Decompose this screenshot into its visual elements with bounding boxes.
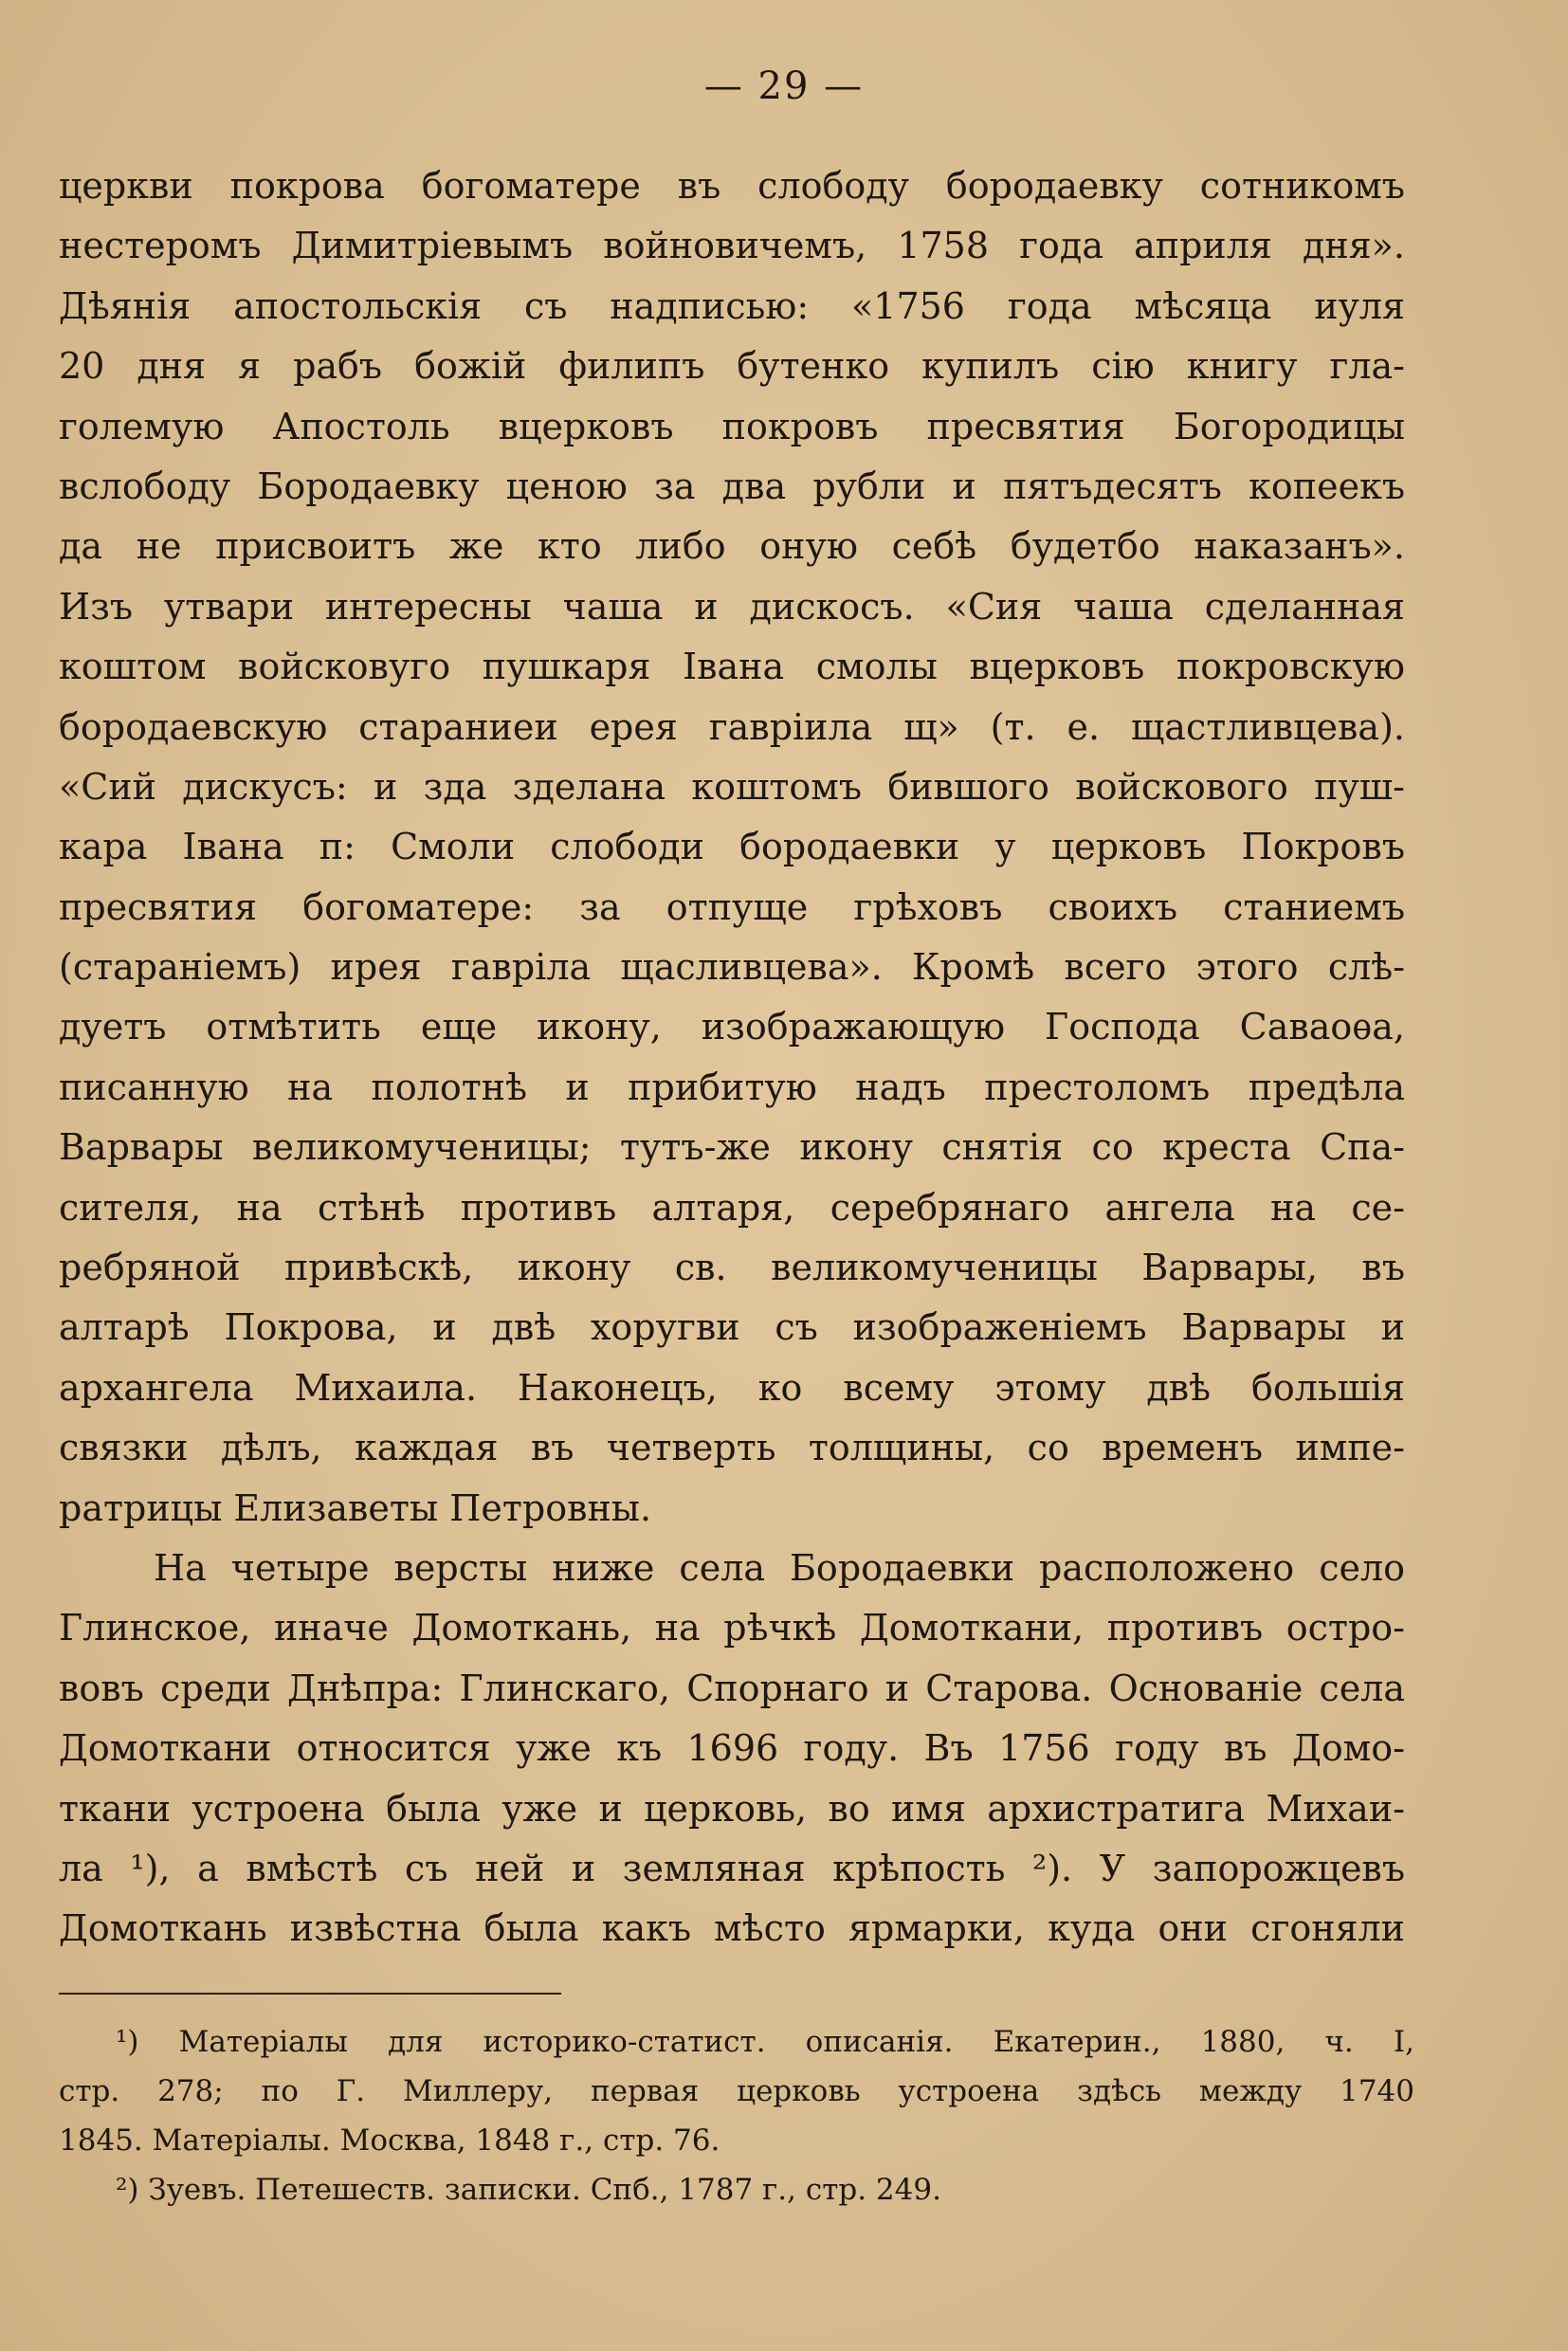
- footnote-1-line: 1845. Матеріалы. Москва, 1848 г., стр. 76.: [59, 2123, 720, 2158]
- footnote-1-line: стр. 278; по Г. Миллеру, первая церковь устроена здѣсь между 1740: [59, 2074, 1414, 2108]
- text-line: Варвары великомученицы; тутъ-же икону снятія со креста Спа-: [59, 1126, 1405, 1169]
- text-line: Дѣянія апостольскія съ надписью: «1756 года мѣсяца иуля: [59, 284, 1405, 327]
- text-line: вовъ среди Днѣпра: Глинскаго, Спорнаго и Старова. Основаніе села: [59, 1667, 1405, 1709]
- paragraph-end-line: ратрицы Елизаветы Петровны.: [59, 1486, 652, 1529]
- text-line: Домоткани относится уже къ 1696 году. Въ 1756 году въ Домо-: [59, 1727, 1405, 1770]
- footnote-1-line: ¹) Матеріалы для историко-статист. описанія. Екатерин., 1880, ч. I,: [116, 2025, 1414, 2059]
- text-line: нестеромъ Димитріевымъ войновичемъ, 1758 года априля дня».: [59, 225, 1405, 267]
- paragraph-start-line: На четыре версты ниже села Бородаевки расположено село: [154, 1546, 1405, 1589]
- text-line: големую Апостоль вцерковъ покровъ пресвятия Богородицы: [59, 405, 1405, 447]
- text-line: бородаевскую стараниеи ерея гавріила щ» (т. е. щастливцева).: [59, 705, 1405, 748]
- text-line: (стараніемъ) ирея гавріла щасливцева». Кромѣ всего этого слѣ-: [59, 946, 1405, 989]
- text-line: связки дѣлъ, каждая въ четверть толщины, со временъ импе-: [59, 1427, 1405, 1469]
- text-line: Глинское, иначе Домоткань, на рѣчкѣ Домоткани, противъ остро-: [59, 1607, 1405, 1649]
- text-line: да не присвоитъ же кто либо оную себѣ будетбо наказанъ».: [59, 525, 1405, 568]
- text-line: «Сий дискусъ: и зда зделана коштомъ бившого войскового пуш-: [59, 765, 1405, 808]
- text-line: 20 дня я рабъ божій филипъ бутенко купилъ сію книгу гла-: [59, 345, 1405, 388]
- text-line: сителя, на стѣнѣ противъ алтаря, серебрянаго ангела на се-: [59, 1186, 1405, 1229]
- text-line: церкви покрова богоматере въ слободу бородаевку сотникомъ: [59, 165, 1405, 207]
- text-line: ткани устроена была уже и церковь, во имя архистратига Михаи-: [59, 1787, 1405, 1830]
- text-line: ребряной привѣскѣ, икону св. великомученицы Варвары, въ: [59, 1247, 1405, 1289]
- text-line: алтарѣ Покрова, и двѣ хоругви съ изображеніемъ Варвары и: [59, 1306, 1405, 1349]
- text-line: кара Івана п: Смоли слободи бородаевки у церковъ Покровъ: [59, 826, 1405, 868]
- text-line: Изъ утвари интересны чаша и дискосъ. «Сия чаша сделанная: [59, 585, 1405, 628]
- text-line: коштом войсковуго пушкаря Івана смолы вцерковъ покровскую: [59, 646, 1405, 688]
- text-line: Домоткань извѣстна была какъ мѣсто ярмарки, куда они сгоняли: [59, 1907, 1405, 1950]
- footnotes: [59, 2017, 1414, 2214]
- text-line: архангела Михаила. Наконецъ, ко всему этому двѣ большія: [59, 1366, 1405, 1409]
- text-line: писанную на полотнѣ и прибитую надъ престоломъ предѣла: [59, 1066, 1405, 1108]
- text-line: ла ¹), а вмѣстѣ съ ней и земляная крѣпость ²). У запорожцевъ: [59, 1847, 1405, 1889]
- text-line: вслободу Бородаевку ценою за два рубли и пятъдесятъ копеекъ: [59, 465, 1405, 507]
- page-number: — 29 —: [703, 64, 865, 108]
- footnote-2-line: ²) Зуевъ. Петешеств. записки. Спб., 1787 г., стр. 249.: [116, 2173, 941, 2207]
- text-line: дуетъ отмѣтить еще икону, изображающую Господа Саваоѳа,: [59, 1006, 1405, 1048]
- text-line: пресвятия богоматере: за отпуще грѣховъ своихъ станиемъ: [59, 885, 1405, 928]
- footnote-separator: [59, 1993, 561, 1995]
- body-text: [59, 156, 1405, 1959]
